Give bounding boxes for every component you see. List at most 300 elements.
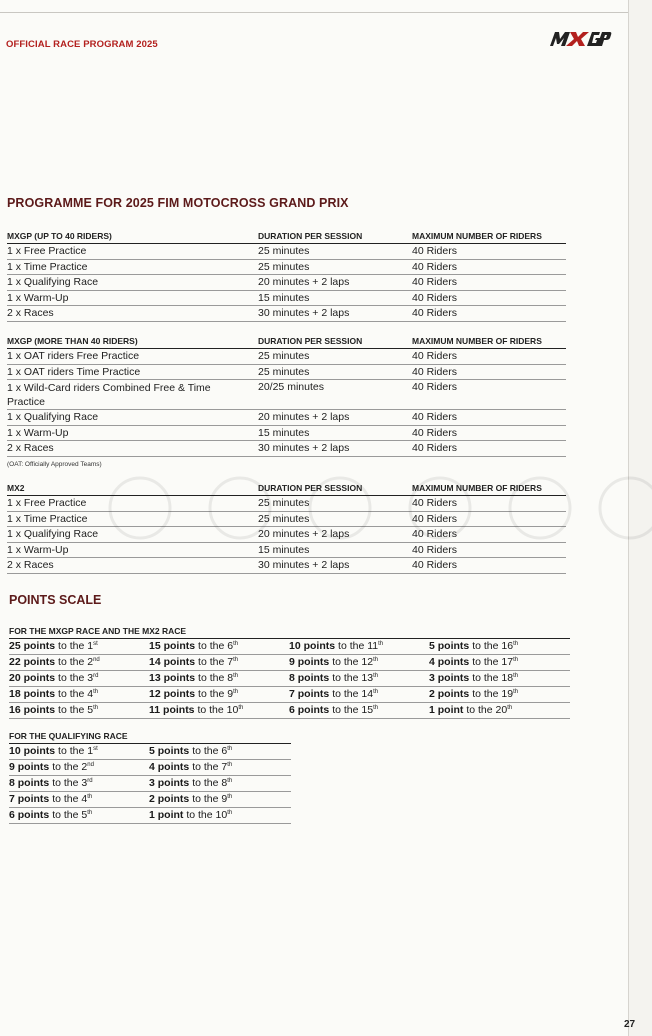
duration-cell: 30 minutes + 2 laps [258, 442, 350, 455]
max-riders-cell: 40 Riders [412, 426, 457, 439]
max-riders-cell: 40 Riders [412, 559, 457, 572]
points-entry [289, 640, 383, 652]
position-number: 5 [87, 704, 94, 716]
ordinal-suffix: th [227, 762, 233, 768]
max-riders-column-header: MAXIMUM NUMBER OF RIDERS [412, 336, 542, 346]
table-row [7, 365, 566, 381]
points-number: 8 [9, 777, 15, 789]
to-the-text: to the [198, 672, 225, 684]
points-word: points [17, 793, 50, 805]
points-entry [9, 656, 100, 668]
points-word: points [157, 777, 190, 789]
session-cell: 1 x Time Practice [7, 260, 88, 273]
to-the-text: to the [332, 656, 359, 668]
table-row [7, 349, 566, 365]
points-word: points [157, 793, 190, 805]
max-riders-cell: 40 Riders [412, 381, 457, 394]
to-the-text: to the [58, 672, 85, 684]
qualifying-points-table [9, 730, 291, 824]
to-the-text: to the [192, 793, 219, 805]
points-value [9, 761, 49, 773]
duration-cell: 25 minutes [258, 350, 310, 362]
to-the-text: to the [192, 745, 219, 757]
points-row [9, 655, 570, 671]
ordinal-suffix: th [227, 794, 233, 800]
race-points-heading [9, 625, 570, 639]
session-cell: 1 x Warm-Up [7, 426, 69, 439]
points-value [289, 688, 329, 700]
points-value [149, 688, 195, 700]
points-row [9, 671, 570, 687]
to-the-text: to the [192, 777, 219, 789]
points-entry [149, 745, 232, 757]
points-number: 1 [149, 809, 155, 821]
duration-cell: 30 minutes + 2 laps [258, 307, 350, 320]
points-value [289, 704, 329, 716]
to-the-text: to the [58, 745, 85, 757]
max-riders-cell: 40 Riders [412, 260, 457, 273]
position-number: 13 [361, 672, 374, 684]
table-row [7, 260, 566, 276]
session-cell: 1 x Wild-Card riders Combined Free & Time Practice [7, 382, 211, 409]
duration-cell: 15 minutes [258, 543, 310, 556]
max-riders-cell: 40 Riders [412, 528, 457, 541]
points-value [149, 761, 189, 773]
duration-cell: 20 minutes + 2 laps [258, 411, 350, 424]
points-number: 4 [149, 761, 155, 773]
points-entry [149, 777, 232, 789]
points-entry [429, 688, 518, 700]
session-cell: 1 x Free Practice [7, 245, 87, 257]
points-word: points [437, 688, 470, 700]
points-scale-title: POINTS SCALE [9, 593, 102, 607]
points-entry [429, 640, 518, 652]
position-number: 1 [87, 640, 94, 652]
duration-cell: 25 minutes [258, 512, 310, 525]
points-number: 1 [429, 704, 435, 716]
points-number: 7 [289, 688, 295, 700]
to-the-text: to the [198, 688, 225, 700]
qualifying-points-heading [9, 730, 291, 744]
position-number: 9 [221, 793, 228, 805]
table-header [7, 334, 566, 349]
points-number: 4 [429, 656, 435, 668]
table-row [7, 244, 566, 260]
to-the-text: to the [52, 761, 79, 773]
position-number: 2 [87, 656, 94, 668]
max-riders-cell: 40 Riders [412, 365, 457, 378]
max-riders-cell: 40 Riders [412, 291, 457, 304]
position-number: 10 [226, 704, 239, 716]
points-entry [149, 793, 232, 805]
duration-column-header: DURATION PER SESSION [258, 483, 363, 493]
ordinal-suffix: th [378, 641, 384, 647]
position-number: 6 [227, 640, 234, 652]
position-number: 12 [361, 656, 374, 668]
points-number: 2 [149, 793, 155, 805]
points-value [9, 777, 49, 789]
points-entry [429, 672, 518, 684]
points-number: 10 [289, 640, 301, 652]
points-entry [289, 672, 378, 684]
table-row [7, 441, 566, 457]
duration-cell: 15 minutes [258, 426, 310, 439]
ordinal-suffix: th [233, 657, 239, 663]
programme-title: PROGRAMME FOR 2025 FIM MOTOCROSS GRAND PRIX [7, 196, 349, 210]
points-value [289, 672, 329, 684]
points-entry [9, 745, 98, 757]
session-cell: 1 x Free Practice [7, 497, 87, 509]
duration-cell: 25 minutes [258, 497, 310, 509]
ordinal-suffix: th [227, 810, 233, 816]
points-entry [289, 688, 378, 700]
top-rule [0, 12, 628, 13]
to-the-text: to the [58, 688, 85, 700]
points-word: points [23, 688, 56, 700]
points-row [9, 744, 291, 760]
points-word: points [297, 656, 330, 668]
position-number: 16 [501, 640, 514, 652]
points-row [9, 703, 570, 719]
duration-cell: 15 minutes [258, 291, 310, 304]
ordinal-suffix: rd [93, 673, 99, 679]
session-column-header: MXGP (UP TO 40 RIDERS) [7, 231, 112, 241]
to-the-text: to the [332, 688, 359, 700]
to-the-text: to the [58, 640, 85, 652]
ordinal-suffix: th [373, 673, 379, 679]
points-row [9, 808, 291, 824]
points-number: 5 [429, 640, 435, 652]
points-entry [149, 640, 238, 652]
points-value [9, 640, 55, 652]
to-the-text: to the [58, 656, 85, 668]
points-entry [289, 656, 378, 668]
to-the-text: to the [192, 761, 219, 773]
points-word: points [163, 688, 196, 700]
points-word: points [297, 672, 330, 684]
ordinal-suffix: th [93, 689, 99, 695]
to-the-text: to the [466, 704, 493, 716]
to-the-text: to the [472, 640, 499, 652]
points-number: 9 [9, 761, 15, 773]
duration-cell: 20 minutes + 2 laps [258, 528, 350, 541]
points-value [149, 745, 189, 757]
points-word: points [437, 656, 470, 668]
ordinal-suffix: th [513, 657, 519, 663]
to-the-text: to the [198, 656, 225, 668]
table-row [7, 275, 566, 291]
points-word: points [23, 656, 56, 668]
position-number: 5 [81, 809, 88, 821]
points-heading-text: FOR THE QUALIFYING RACE [9, 731, 128, 741]
points-entry [429, 704, 512, 716]
ordinal-suffix: th [238, 705, 244, 711]
page-header-title: OFFICIAL RACE PROGRAM 2025 [6, 39, 158, 50]
points-entry [9, 809, 92, 821]
points-entry [149, 809, 232, 821]
session-cell: 1 x Time Practice [7, 512, 88, 525]
ordinal-suffix: th [87, 810, 93, 816]
points-number: 9 [289, 656, 295, 668]
points-value [429, 640, 469, 652]
ordinal-suffix: th [373, 657, 379, 663]
points-value [149, 672, 195, 684]
points-number: 8 [289, 672, 295, 684]
points-value [9, 672, 55, 684]
to-the-text: to the [332, 704, 359, 716]
points-row [9, 639, 570, 655]
points-value [289, 640, 335, 652]
points-value [149, 777, 189, 789]
ordinal-suffix: th [373, 705, 379, 711]
session-cell: 2 x Races [7, 307, 54, 320]
max-riders-cell: 40 Riders [412, 512, 457, 525]
points-word: points [23, 704, 56, 716]
table-header [7, 229, 566, 244]
points-entry [9, 640, 98, 652]
points-entry [9, 704, 98, 716]
max-riders-column-header: MAXIMUM NUMBER OF RIDERS [412, 231, 542, 241]
ordinal-suffix: th [233, 641, 239, 647]
position-number: 10 [215, 809, 228, 821]
session-column-header: MXGP (MORE THAN 40 RIDERS) [7, 336, 138, 346]
points-heading-text: FOR THE MXGP RACE AND THE MX2 RACE [9, 626, 187, 636]
position-number: 4 [81, 793, 88, 805]
max-riders-column-header: MAXIMUM NUMBER OF RIDERS [412, 483, 542, 493]
points-entry [149, 656, 238, 668]
points-number: 13 [149, 672, 161, 684]
race-points-table [9, 625, 570, 719]
points-number: 2 [429, 688, 435, 700]
to-the-text: to the [186, 809, 213, 821]
points-row [9, 776, 291, 792]
ordinal-suffix: nd [87, 762, 94, 768]
session-column-header: MX2 [7, 483, 25, 493]
points-word: points [163, 704, 195, 716]
programme-table-2 [7, 334, 566, 457]
points-value [149, 793, 189, 805]
points-number: 15 [149, 640, 161, 652]
points-value [149, 809, 183, 821]
duration-cell: 30 minutes + 2 laps [258, 559, 350, 572]
points-number: 25 [9, 640, 21, 652]
points-value [289, 656, 329, 668]
to-the-text: to the [472, 672, 499, 684]
max-riders-cell: 40 Riders [412, 411, 457, 424]
duration-column-header: DURATION PER SESSION [258, 336, 363, 346]
position-number: 6 [221, 745, 228, 757]
max-riders-cell: 40 Riders [412, 543, 457, 556]
points-word: point [157, 809, 184, 821]
to-the-text: to the [472, 688, 499, 700]
position-number: 20 [495, 704, 508, 716]
points-number: 5 [149, 745, 155, 757]
points-word: points [297, 688, 330, 700]
points-number: 20 [9, 672, 21, 684]
points-entry [9, 672, 98, 684]
to-the-text: to the [332, 672, 359, 684]
points-word: points [163, 672, 196, 684]
ordinal-suffix: th [93, 705, 99, 711]
points-number: 6 [9, 809, 15, 821]
position-number: 4 [87, 688, 94, 700]
points-row [9, 792, 291, 808]
watermark-logo [100, 468, 652, 548]
points-word: points [163, 640, 196, 652]
table-row [7, 426, 566, 442]
session-cell: 1 x OAT riders Free Practice [7, 350, 140, 362]
duration-column-header: DURATION PER SESSION [258, 231, 363, 241]
points-value [429, 688, 469, 700]
session-cell: 1 x Warm-Up [7, 291, 69, 304]
max-riders-cell: 40 Riders [412, 276, 457, 289]
points-value [149, 656, 195, 668]
points-value [429, 704, 463, 716]
table-row [7, 558, 566, 574]
session-cell: 2 x Races [7, 559, 54, 572]
points-value [9, 793, 49, 805]
oat-note: (OAT: Officially Approved Teams) [7, 461, 102, 468]
to-the-text: to the [198, 640, 225, 652]
to-the-text: to the [472, 656, 499, 668]
session-cell: 1 x OAT riders Time Practice [7, 365, 141, 378]
position-number: 17 [501, 656, 514, 668]
position-number: 18 [501, 672, 514, 684]
points-word: points [157, 745, 190, 757]
position-number: 3 [87, 672, 94, 684]
points-number: 12 [149, 688, 161, 700]
position-number: 8 [221, 777, 228, 789]
ordinal-suffix: th [513, 689, 519, 695]
duration-cell: 20 minutes + 2 laps [258, 276, 350, 289]
position-number: 11 [367, 640, 379, 652]
points-word: points [23, 640, 56, 652]
points-word: points [17, 777, 50, 789]
to-the-text: to the [52, 777, 79, 789]
points-value [149, 704, 195, 716]
ordinal-suffix: rd [87, 778, 93, 784]
position-number: 7 [221, 761, 228, 773]
points-number: 6 [289, 704, 295, 716]
table-row [7, 380, 566, 410]
points-value [149, 640, 195, 652]
page-number: 27 [624, 1019, 636, 1030]
duration-cell: 25 minutes [258, 365, 310, 378]
points-entry [9, 761, 94, 773]
points-entry [149, 704, 243, 716]
ordinal-suffix: th [87, 794, 93, 800]
points-value [429, 656, 469, 668]
points-entry [149, 672, 238, 684]
points-number: 3 [149, 777, 155, 789]
points-value [9, 809, 49, 821]
position-number: 8 [227, 672, 234, 684]
points-number: 14 [149, 656, 161, 668]
duration-cell: 25 minutes [258, 245, 310, 257]
points-word: points [437, 640, 470, 652]
points-row [9, 687, 570, 703]
points-word: points [23, 672, 56, 684]
points-entry [9, 688, 98, 700]
max-riders-cell: 40 Riders [412, 497, 457, 509]
points-word: points [163, 656, 196, 668]
points-word: points [297, 704, 330, 716]
position-number: 7 [227, 656, 234, 668]
programme-table-1 [7, 229, 566, 322]
points-word: points [303, 640, 336, 652]
max-riders-cell: 40 Riders [412, 307, 457, 320]
ordinal-suffix: st [93, 746, 98, 752]
table-row [7, 291, 566, 307]
ordinal-suffix: th [373, 689, 379, 695]
ordinal-suffix: nd [93, 657, 100, 663]
max-riders-cell: 40 Riders [412, 350, 457, 362]
points-value [9, 656, 55, 668]
ordinal-suffix: th [227, 778, 233, 784]
to-the-text: to the [338, 640, 365, 652]
points-entry [429, 656, 518, 668]
points-entry [149, 761, 232, 773]
points-entry [9, 777, 93, 789]
position-number: 14 [361, 688, 374, 700]
points-entry [149, 688, 238, 700]
points-entry [9, 793, 92, 805]
ordinal-suffix: th [513, 641, 519, 647]
table-row [7, 410, 566, 426]
points-word: points [17, 809, 50, 821]
position-number: 2 [81, 761, 88, 773]
points-word: points [17, 761, 50, 773]
session-cell: 1 x Warm-Up [7, 543, 69, 556]
points-value [9, 745, 55, 757]
position-number: 3 [81, 777, 88, 789]
points-word: points [23, 745, 56, 757]
to-the-text: to the [197, 704, 224, 716]
to-the-text: to the [52, 793, 79, 805]
points-word: point [437, 704, 464, 716]
points-number: 16 [9, 704, 21, 716]
points-word: points [157, 761, 190, 773]
table-row [7, 306, 566, 322]
max-riders-cell: 40 Riders [412, 442, 457, 455]
ordinal-suffix: th [507, 705, 513, 711]
points-number: 11 [149, 704, 161, 716]
ordinal-suffix: th [513, 673, 519, 679]
points-entry [289, 704, 378, 716]
ordinal-suffix: th [227, 746, 233, 752]
points-number: 7 [9, 793, 15, 805]
mxgp-logo [548, 30, 612, 48]
position-number: 9 [227, 688, 234, 700]
points-number: 22 [9, 656, 21, 668]
points-value [9, 704, 55, 716]
points-value [429, 672, 469, 684]
points-number: 10 [9, 745, 21, 757]
to-the-text: to the [52, 809, 79, 821]
points-value [9, 688, 55, 700]
ordinal-suffix: th [233, 689, 239, 695]
points-word: points [437, 672, 470, 684]
session-cell: 1 x Qualifying Race [7, 411, 99, 424]
points-number: 3 [429, 672, 435, 684]
duration-cell: 25 minutes [258, 260, 310, 273]
position-number: 15 [361, 704, 374, 716]
position-number: 1 [87, 745, 94, 757]
duration-cell: 20/25 minutes [258, 381, 324, 394]
position-number: 19 [501, 688, 514, 700]
to-the-text: to the [58, 704, 85, 716]
session-cell: 2 x Races [7, 442, 54, 455]
